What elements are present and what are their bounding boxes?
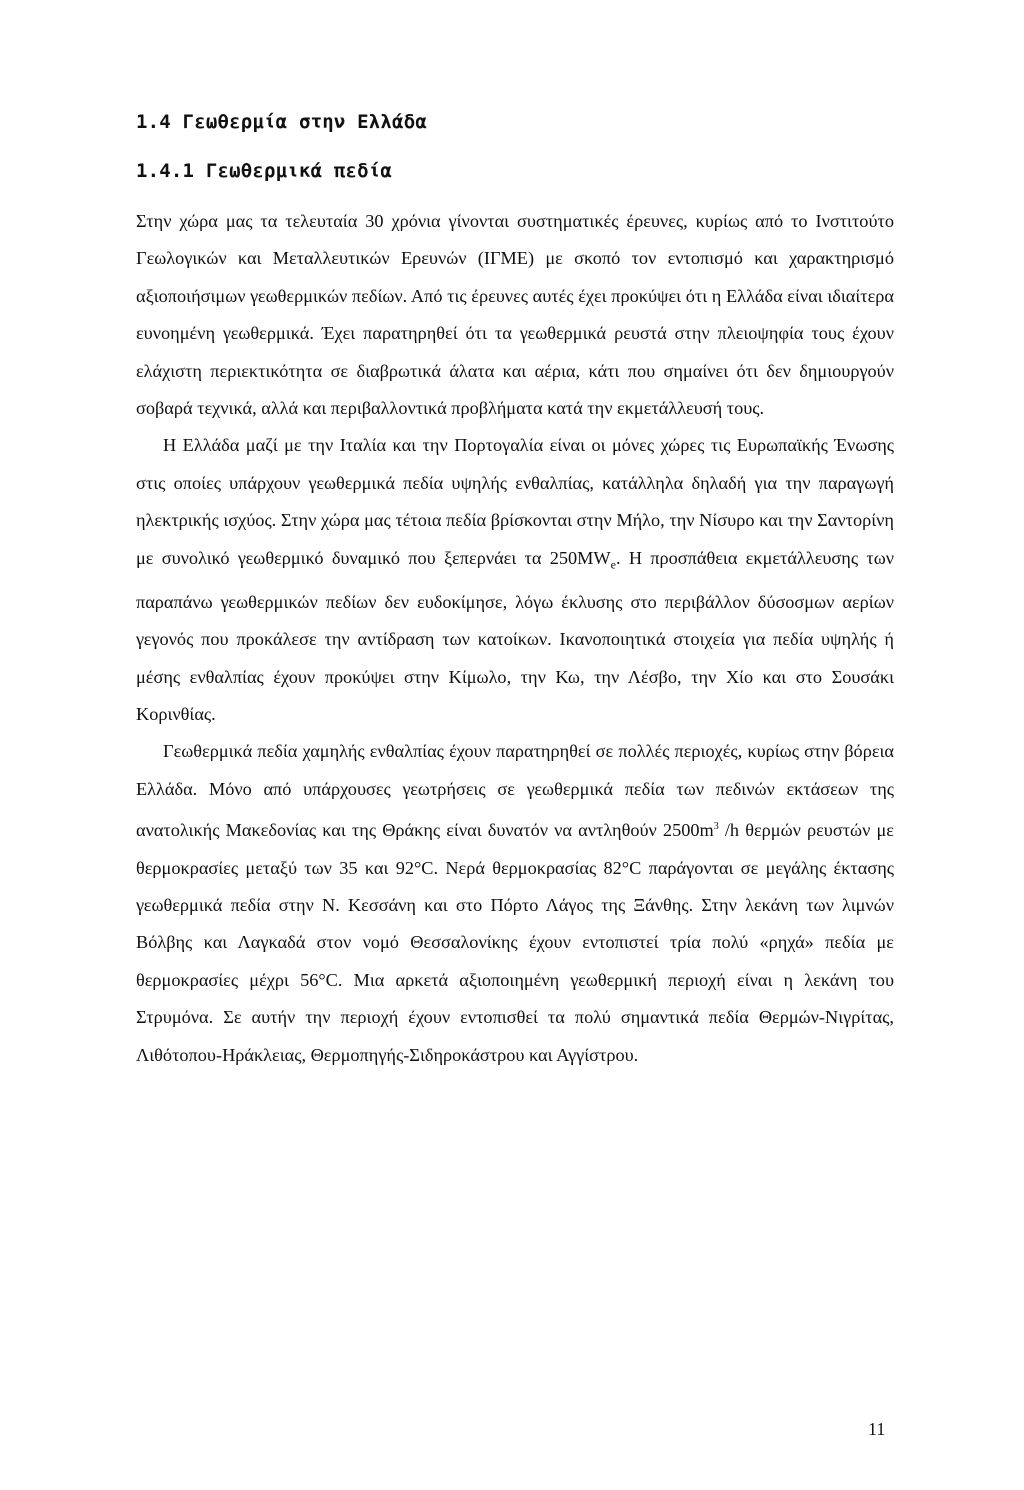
paragraph-text: /h θερμών ρευστών με θερμοκρασίες μεταξύ των 35 και 92°C. Νερά θερμοκρασίας 82°C παράγονται σε μεγάλης έκτασης γεωθερμικά πεδία στην Ν. Κεσσάνη και στο Πόρτο Λάγος της Ξάνθης. Στην λεκάνη των λιμνών Βόλβης και Λαγκαδά στον νομό Θεσσαλονίκης έχουν εντοπιστεί τρία πολύ «ρηχά» πεδία με θερμοκρασίες μέχρι 56°C. Μια αρκετά αξιοποιημένη γεωθερμική περιοχή είναι η λεκάνη του Στρυμόνα. Σε αυτήν την περιοχή έχουν εντοπισθεί τα πολύ σημαντικά πεδία Θερμών-Νιγρίτας, Λιθότοπου-Ηράκλειας, Θερμοπηγής-Σιδηροκάστρου και Αγγίστρου. [136, 820, 894, 1065]
paragraph-research: Στην χώρα μας τα τελευταία 30 χρόνια γίνονται συστηματικές έρευνες, κυρίως από το Ινστιτούτο Γεωλογικών και Μεταλλευτικών Ερευνών (ΙΓΜΕ) με σκοπό τον εντοπισμό και χαρακτηρισμό αξιοποιήσιμων γεωθερμικών πεδίων. Από τις έρευνες αυτές έχει προκύψει ότι η Ελλάδα είναι ιδιαίτερα ευνοημένη γεωθερμικά. Έχει παρατηρηθεί ότι τα γεωθερμικά ρευστά στην πλειοψηφία τους έχουν ελάχιστη περιεκτικότητα σε διαβρωτικά άλατα και αέρια, κάτι που σημαίνει ότι δεν δημιουργούν σοβαρά τεχνικά, αλλά και περιβαλλοντικά προβλήματα κατά την εκμετάλλευσή τους. [136, 211, 894, 419]
paragraph-text: Γεωθερμικά πεδία χαμηλής ενθαλπίας έχουν παρατηρηθεί σε πολλές περιοχές, κυρίως στην βόρεια Ελλάδα. Μόνο από υπάρχουσες γεωτρήσεις σε γεωθερμικά πεδία των πεδινών εκτάσεων της ανατολικής Μακεδονίας και της Θράκης είναι δυνατόν να αντληθούν 2500m [136, 741, 894, 841]
power-unit-subscript: e [610, 557, 616, 572]
paragraph-text: . Η προσπάθεια εκμετάλλευσης των παραπάνω γεωθερμικών πεδίων δεν ευδοκίμησε, λόγω έκλυσης στο περιβάλλον δύσοσμων αερίων γεγονός που προκάλεσε την αντίδραση των κατοίκων. Ικανοποιητικά στοιχεία για πεδία υψηλής ή μέσης ενθαλπίας έχουν προκύψει στην Κίμωλο, την Κω, την Λέσβο, την Χίο και στο Σουσάκι Κορινθίας. [136, 547, 894, 724]
volume-exponent: 3 [713, 821, 719, 833]
subsection-heading: 1.4.1 Γεωθερμικά πεδία [136, 160, 393, 182]
body-text [136, 203, 894, 1074]
power-unit: 250MW [549, 547, 611, 568]
paragraph-text: Η Ελλάδα μαζί με την Ιταλία και την Πορτογαλία είναι οι μόνες χώρες τις Ευρωπαϊκής Ένωσης στις οποίες υπάρχουν γεωθερμικά πεδία υψηλής ενθαλπίας, κατάλληλα δηλαδή για την παραγωγή ηλεκτρικής ισχύος. Στην χώρα μας τέτοια πεδία βρίσκονται στην Μήλο, την Νίσυρο και την Σαντορίνη με συνολικό γεωθερμικό δυναμικό που ξεπερνάει τα [136, 435, 894, 568]
paragraph-low-enthalpy [136, 733, 894, 1074]
section-heading: 1.4 Γεωθερμία στην Ελλάδα [136, 111, 427, 133]
page-number: 11 [868, 1419, 886, 1439]
paragraph-high-enthalpy [136, 427, 894, 733]
